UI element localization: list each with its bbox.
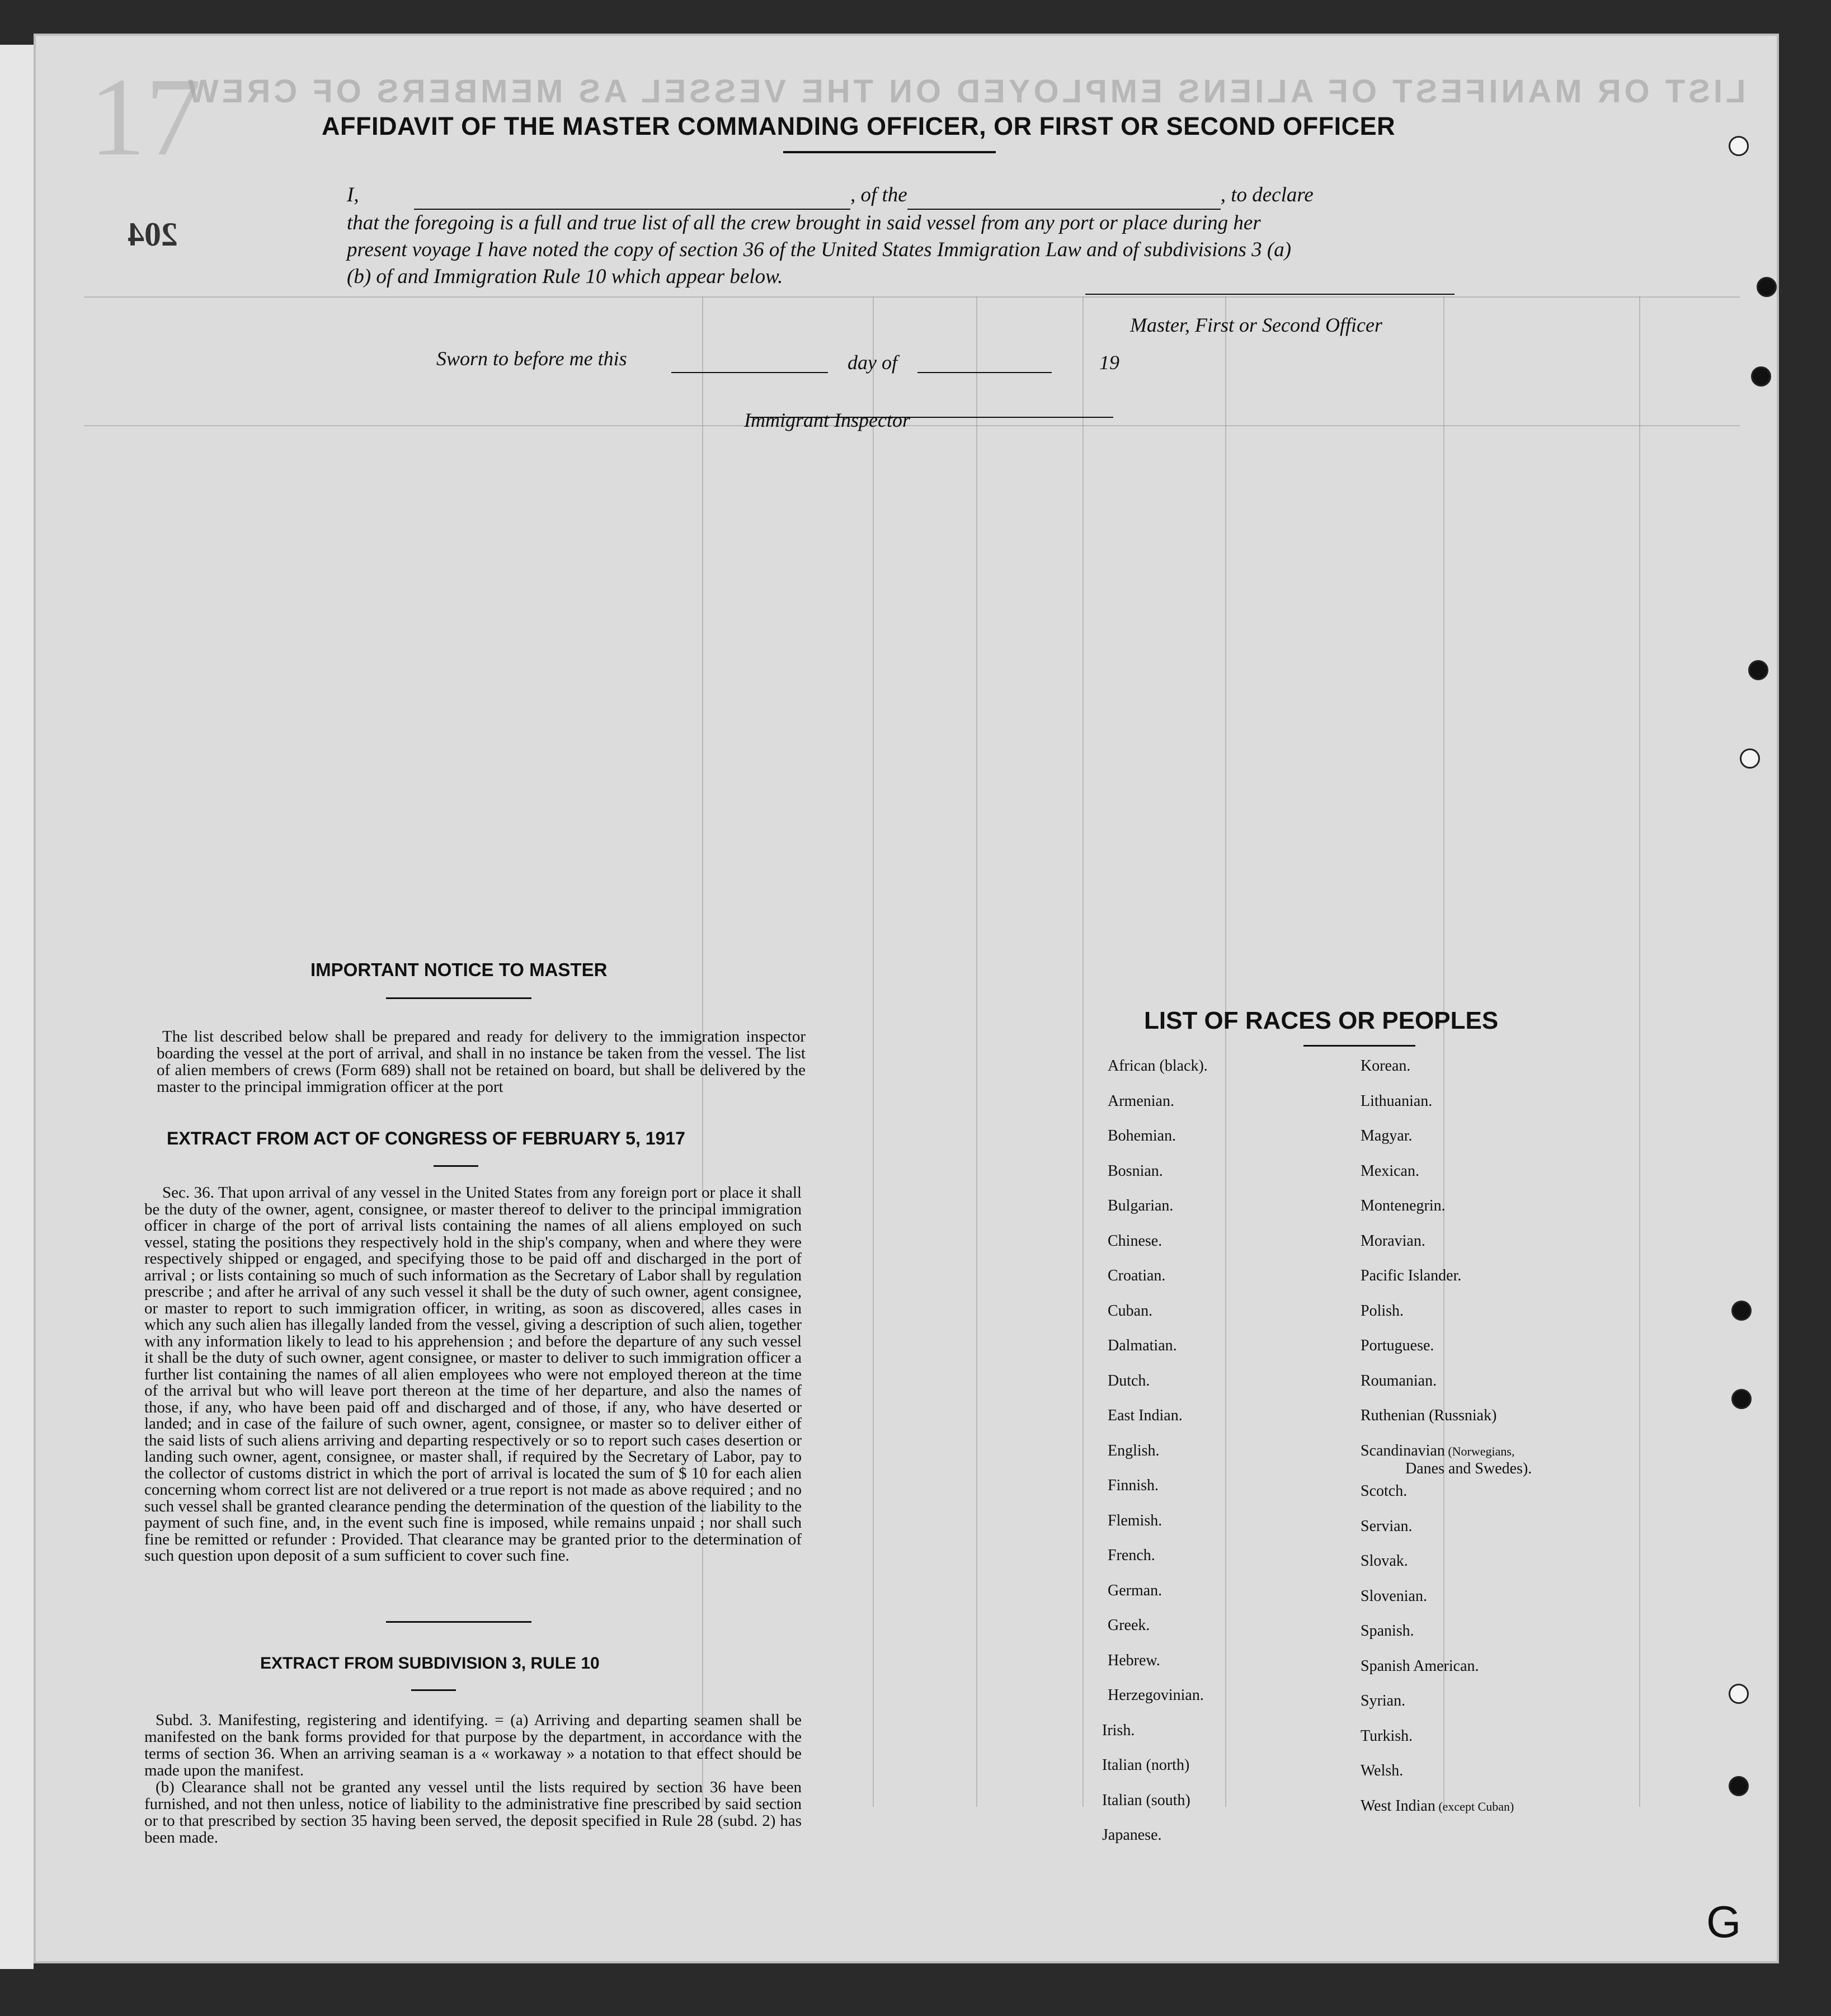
race-item: Cuban. (1108, 1302, 1153, 1320)
rule-10-a: Subd. 3. Manifesting, registering and identifying. = (a) Arriving and departing seamen shall be manifested on the bank forms provided for that purpose by the department, in accordance with the terms of section 36. When an arriving seaman is a « workaway » a notation to that effect should be made upon the manifest. (144, 1711, 802, 1779)
document-page (34, 34, 1779, 1963)
race-item: Turkish. (1361, 1727, 1413, 1745)
sworn-label: Sworn to before me this (436, 347, 627, 370)
races-rule (1303, 1045, 1415, 1047)
bleed-through-column (1639, 296, 1640, 1807)
race-note: (except Cuban) (1435, 1799, 1514, 1814)
race-item: German. (1108, 1581, 1162, 1599)
inspector-label: Immigrant Inspector (744, 409, 910, 431)
race-item: African (black). (1108, 1057, 1208, 1075)
title-underline (783, 151, 996, 153)
races-heading: LIST OF RACES OR PEOPLES (1144, 1007, 1499, 1034)
race-item: West Indian (except Cuban) (1361, 1797, 1514, 1815)
bleed-through-title: LIST OR MANIFEST OF ALIENS EMPLOYED ON THE VESSEL AS MEMBERS OF CREW (185, 73, 1746, 110)
vessel-blank[interactable] (907, 182, 1221, 210)
punch-hole (1731, 1389, 1752, 1409)
punch-hole (1748, 660, 1768, 680)
act-extract-heading: EXTRACT FROM ACT OF CONGRESS OF FEBRUARY 5, 1917 (167, 1128, 685, 1148)
affidavit-line-4: (b) of and Immigration Rule 10 which appear below. (347, 265, 783, 288)
rule-10-text (144, 1712, 802, 1846)
race-note: (Norwegians, (1444, 1444, 1515, 1458)
affidavit-to-declare: , to declare (1220, 183, 1314, 206)
race-item: Slovak. (1361, 1552, 1408, 1570)
affidavit-text (347, 182, 1443, 290)
race-item: East Indian. (1108, 1407, 1183, 1424)
bleed-through-column (1225, 296, 1226, 1807)
affidavit-line-3: present voyage I have noted the copy of section 36 of the United States Immigration Law and of subdivisions 3 (a) (347, 238, 1292, 261)
race-item: Hebrew. (1108, 1651, 1160, 1669)
bleed-through-column (1443, 296, 1444, 1807)
punch-hole (1729, 1776, 1749, 1796)
race-item: Korean. (1361, 1057, 1411, 1075)
race-item: Bosnian. (1108, 1162, 1163, 1180)
signature-line[interactable] (1085, 294, 1455, 295)
name-blank[interactable] (414, 182, 850, 210)
race-item: Finnish. (1108, 1477, 1159, 1494)
notice-heading: IMPORTANT NOTICE TO MASTER (310, 959, 608, 980)
race-item: English. (1108, 1442, 1160, 1459)
race-item: Bulgarian. (1108, 1197, 1174, 1214)
rule-extract-heading: EXTRACT FROM SUBDIVISION 3, RULE 10 (260, 1654, 600, 1673)
affidavit-line-2: that the foregoing is a full and true list of all the crew brought in said vessel from any port or place during her (347, 211, 1261, 234)
notice-text: The list described below shall be prepared and ready for delivery to the immigration inspector boarding the vessel at the port of arrival, and shall in no instance be taken from the vessel. The list of alien members of crews (Form 689) shall not be retained on board, but shall be delivered by the master to the principal immigration officer at the port (157, 1028, 806, 1096)
bleed-through-column (1082, 296, 1084, 1807)
race-item: Spanish American. (1361, 1657, 1479, 1675)
race-item: Ruthenian (Russniak) (1361, 1407, 1497, 1424)
punch-hole (1731, 1301, 1752, 1321)
affidavit-i: I, (347, 183, 359, 206)
race-item: Polish. (1361, 1302, 1404, 1320)
corner-mark: G (1706, 1897, 1741, 1947)
race-item: Mexican. (1361, 1162, 1419, 1180)
race-item: Italian (north) (1102, 1756, 1190, 1774)
month-blank[interactable] (917, 372, 1052, 373)
affidavit-title: AFFIDAVIT OF THE MASTER COMMANDING OFFICER, OR FIRST OR SECOND OFFICER (322, 112, 1396, 140)
race-item: Spanish. (1361, 1622, 1414, 1640)
day-blank[interactable] (671, 372, 828, 373)
race-item: Herzegovinian. (1108, 1687, 1204, 1704)
race-item: Dutch. (1108, 1372, 1150, 1389)
bleed-through-rule (84, 425, 1740, 426)
race-item: Dalmatian. (1108, 1337, 1177, 1354)
race-item: Scotch. (1361, 1482, 1408, 1500)
page-edge (0, 45, 34, 1969)
punch-hole (1751, 366, 1771, 387)
section-divider (386, 1621, 531, 1623)
race-item: Roumanian. (1361, 1372, 1437, 1389)
section-36-text: Sec. 36. That upon arrival of any vessel in the United States from any foreign port or place it shall be the duty of the owner, agent, consignee, or master thereof to deliver to the principal immigration officer in charge of the port of arrival lists containing the names of all aliens employed on such vessel, stating the positions they respectively hold in the ship's company, when and where they were respectively shipped or engaged, and specifying those to be paid off and discharged in the port of arrival ; or lists containing so much of such information as the Secretary of Labor shall by regulation prescribe ; and after he arrival of any such vessel it shall be the duty of such owner, agent consignee, or master to report to such immigration officer, in writing, as soon as discovered, alles cases in which any such alien has illegally landed from the vessel, giving a description of such alien, together with any information likely to lead to his apprehension ; and before the departure of any such vessel it shall be the duty of such owner, agent consignee, or master to deliver to such immigration officer a further list containing the names of all alien employees who were not employed thereon at the time of the arrival but who will leave port thereon at the time of her departure, and also the names of those, if any, who have been paid off and discharged and of those, if any, who have deserted or landed; and in case of the failure of such owner, agent, consignee, or master so to deliver either of the said lists of such aliens arriving and departing respectively or so to report such cases desertion or landing such owner, agent, consignee, or master shall, if required by the Secretary of Labor, pay to the collector of customs district in which the port of arrival is located the sum of $ 10 for each alien concerning whom correct list are not delivered or a true report is not made as above required ; and no such vessel shall be granted clearance pending the determination of the question of the liability to the payment of such fine, and, in the event such fine is imposed, while remains unpaid ; nor shall such fine be remitted or refunder : Provided. That clearance may be granted prior to the determination of such question upon deposit of a sum sufficient to cover such fine. (144, 1184, 802, 1565)
race-item: French. (1108, 1547, 1155, 1564)
race-item: Irish. (1102, 1721, 1135, 1739)
punch-hole (1757, 277, 1777, 297)
race-item: Bohemian. (1108, 1127, 1176, 1144)
race-item: Slovenian. (1361, 1587, 1427, 1605)
notice-rule (386, 997, 531, 999)
race-item: Armenian. (1108, 1092, 1174, 1110)
day-of-label: day of (848, 351, 897, 374)
affidavit-of-the: , of the (850, 183, 907, 206)
race-item: Welsh. (1361, 1762, 1404, 1779)
bleed-through-column (976, 296, 977, 1807)
race-item: Portuguese. (1361, 1337, 1434, 1354)
race-item: Syrian. (1361, 1692, 1406, 1709)
race-item: Moravian. (1361, 1232, 1425, 1250)
bleed-through-rule (84, 296, 1740, 298)
race-item: Magyar. (1361, 1127, 1413, 1144)
race-item: Flemish. (1108, 1511, 1162, 1529)
bleed-through-number: 17 (90, 55, 201, 179)
rule-extract-rule (411, 1689, 456, 1691)
punch-hole (1729, 136, 1749, 156)
race-item: Scandinavian (Norwegians, Danes and Swedes). (1361, 1442, 1532, 1477)
race-item: Servian. (1361, 1517, 1413, 1535)
race-item: Greek. (1108, 1617, 1150, 1634)
signature-label: Master, First or Second Officer (1130, 314, 1382, 336)
page-stamp: 204 (128, 216, 178, 253)
punch-hole (1729, 1684, 1749, 1704)
race-item: Pacific Islander. (1361, 1267, 1462, 1284)
race-note: Danes and Swedes). (1405, 1459, 1532, 1477)
race-item: Lithuanian. (1361, 1092, 1433, 1110)
race-item: Japanese. (1102, 1826, 1162, 1844)
punch-hole (1740, 748, 1760, 769)
year-prefix: 19 (1099, 351, 1119, 374)
race-item: Italian (south) (1102, 1791, 1190, 1809)
race-item: Montenegrin. (1361, 1197, 1446, 1214)
race-item: Croatian. (1108, 1267, 1166, 1284)
rule-10-b: (b) Clearance shall not be granted any vessel until the lists required by section 36 have been furnished, and not then unless, notice of liability to the administrative fine prescribed by said section or to that prescribed by section 35 having been served, the deposit specified in Rule 28 (subd. 2) has been made. (144, 1778, 802, 1847)
act-extract-rule (434, 1165, 478, 1167)
affidavit-line-1 (347, 182, 1443, 210)
bleed-through-column (873, 296, 874, 1807)
race-item: Chinese. (1108, 1232, 1162, 1250)
